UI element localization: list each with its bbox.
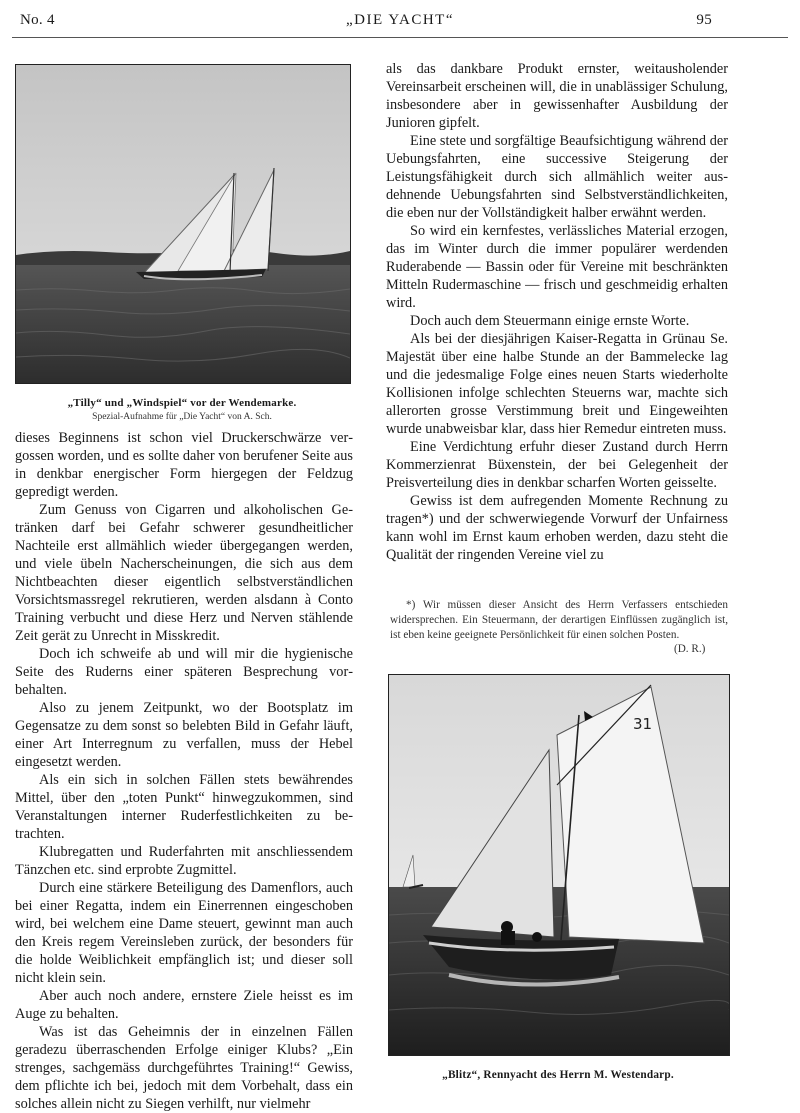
footnote-text: *) Wir müssen dieser Ansicht des Herrn Verfassers entschieden widersprechen. Ein Steuermann, der derartigen Einflüssen zugänglich ist, ist eben keine geeignete Persönlichkeit für einen solchen Posten. (390, 599, 728, 641)
paragraph: Als ein sich in solchen Fällen stets bewährendes Mittel, über den „toten Punkt“ hinwegzukommen, sind Veranstaltungen interner Ruderfestlichkeiten zu betrachten. (15, 772, 353, 842)
figure1-caption: „Tilly“ und „Windspiel“ vor der Wendemarke. (67, 397, 297, 409)
paragraph: dieses Beginnens ist schon viel Druckerschwärze vergossen worden, und es sollte daher von berufener Seite aus in denkbar energischer Form hiergegen der Feldzug gepredigt werden. (15, 430, 353, 500)
paragraph: Zum Genuss von Cigarren und alkoholischen Getränken darf bei Gefahr schwerer gesundheitlicher Nachteile erst allmählich wieder übergegangen werden, und viele übeln Nacherscheinungen, die sich aus dem Nichtbeachten dieser eigentlich selbstverständlichen Vorsichtsmassregel rekrutieren, werden alsdann à Conto Training verbucht und diese Herz und Nerven stählende Zeit gerät zu Unrecht in Misskredit. (15, 502, 353, 644)
paragraph: Was ist das Geheimnis der in einzelnen Fällen geradezu überraschenden Erfolge einiger Klubs? „Ein strenges, sachgemäss durchgeführtes Training!“ Gewiss, dem pflichte ich bei, jedoch mit dem Vorbehalt, dass ein solches allein nicht zu Siegen verhilft, nur vielmehr (15, 1024, 353, 1112)
footnote (390, 598, 728, 643)
paragraph: Aber auch noch andere, ernstere Ziele heisst es im Auge zu behalten. (15, 988, 353, 1022)
page-number: 95 (696, 12, 712, 28)
photo-tilly-windspiel (15, 64, 351, 384)
footnote-signature: (D. R.) (668, 642, 705, 657)
paragraph: Doch auch dem Steuermann einige ernste Worte. (410, 313, 690, 329)
paragraph: Klubregatten und Ruderfahrten mit anschliessendem Tänzchen etc. sind erprobte Zugmittel. (15, 844, 353, 878)
paragraph: Als bei der diesjährigen Kaiser-Regatta in Grünau Se. Majestät über eine halbe Stunde an der Bammelecke lag und die jedesmalige Folge eines neuen Starts wiederholte Kollisionen infolge schlechten Steuerns war, machte sich allerorten grosse Verstimmung breit und Eingeweihten wurde unabweisbar klar, dass hier Remedur eintreten muss. (386, 331, 728, 437)
photo-blitz (388, 674, 730, 1056)
issue-number: No. 4 (20, 12, 55, 28)
figure1-credit: Spezial-Aufnahme für „Die Yacht“ von A. Sch. (92, 412, 272, 422)
sail-number: 31 (633, 715, 653, 733)
journal-title: „DIE YACHT“ (345, 12, 454, 28)
paragraph: als das dankbare Produkt ernster, weitausholender Vereinsarbeit erscheinen will, die in unablässiger Schulung, insbesondere aber in gewissenhafter Ausbildung der Junioren gipfelt. (386, 61, 728, 131)
header-rule (12, 37, 788, 38)
paragraph: Eine stete und sorgfältige Beaufsichtigung während der Uebungsfahrten, eine successive Steigerung der Leistungsfähigkeit durch sich allmählich weiter ausdehnende Uebungsfahrten sind Selbstverständlichkeiten, die eben nur der Vollständigkeit halber erwähnt werden. (386, 133, 728, 221)
paragraph: Gewiss ist dem aufregenden Momente Rechnung zu tragen*) und der schwerwiegende Vorwurf der Unfairness kann wohl im Ernst kaum erhoben werden, dazu steht die Qualität der ringenden Vereine viel zu (386, 493, 728, 563)
paragraph: So wird ein kernfestes, verlässliches Material erzogen, das im Winter durch die immer populärer werdenden Ruderabende — Bassin oder für Vereine mit beschränkten Mitteln Rudermaschine — frisch und geschmeidig erhalten wird. (386, 223, 728, 311)
left-column (15, 429, 353, 1113)
figure2-caption: „Blitz“, Rennyacht des Herrn M. Westendarp. (442, 1069, 674, 1081)
paragraph: Also zu jenem Zeitpunkt, wo der Bootsplatz im Gegensatze zu dem sonst so belebten Bild in Gefahr läuft, einer Art Interregnum zu verfallen, muss der Hebel eingesetzt werden. (15, 700, 353, 770)
right-column (386, 60, 728, 564)
paragraph: Durch eine stärkere Beteiligung des Damenflors, auch bei einer Regatta, indem ein Einerrennen eingeschoben wird, bei welchem eine Dame steuert, gewinnt man auch den Kreis regem Vereinsleben zurück, der besonders für die holde Weiblichkeit empfänglich ist; und dieser soll nicht klein sein. (15, 880, 353, 986)
paragraph: Eine Verdichtung erfuhr dieser Zustand durch Herrn Kommerzienrat Büxenstein, der bei Gelegenheit der Preisverteilung dies in denkbar scharfen Worten geisselte. (386, 439, 728, 491)
paragraph: Doch ich schweife ab und will mir die hygienische Seite des Ruderns einer späteren Besprechung vorbehalten. (15, 646, 353, 698)
